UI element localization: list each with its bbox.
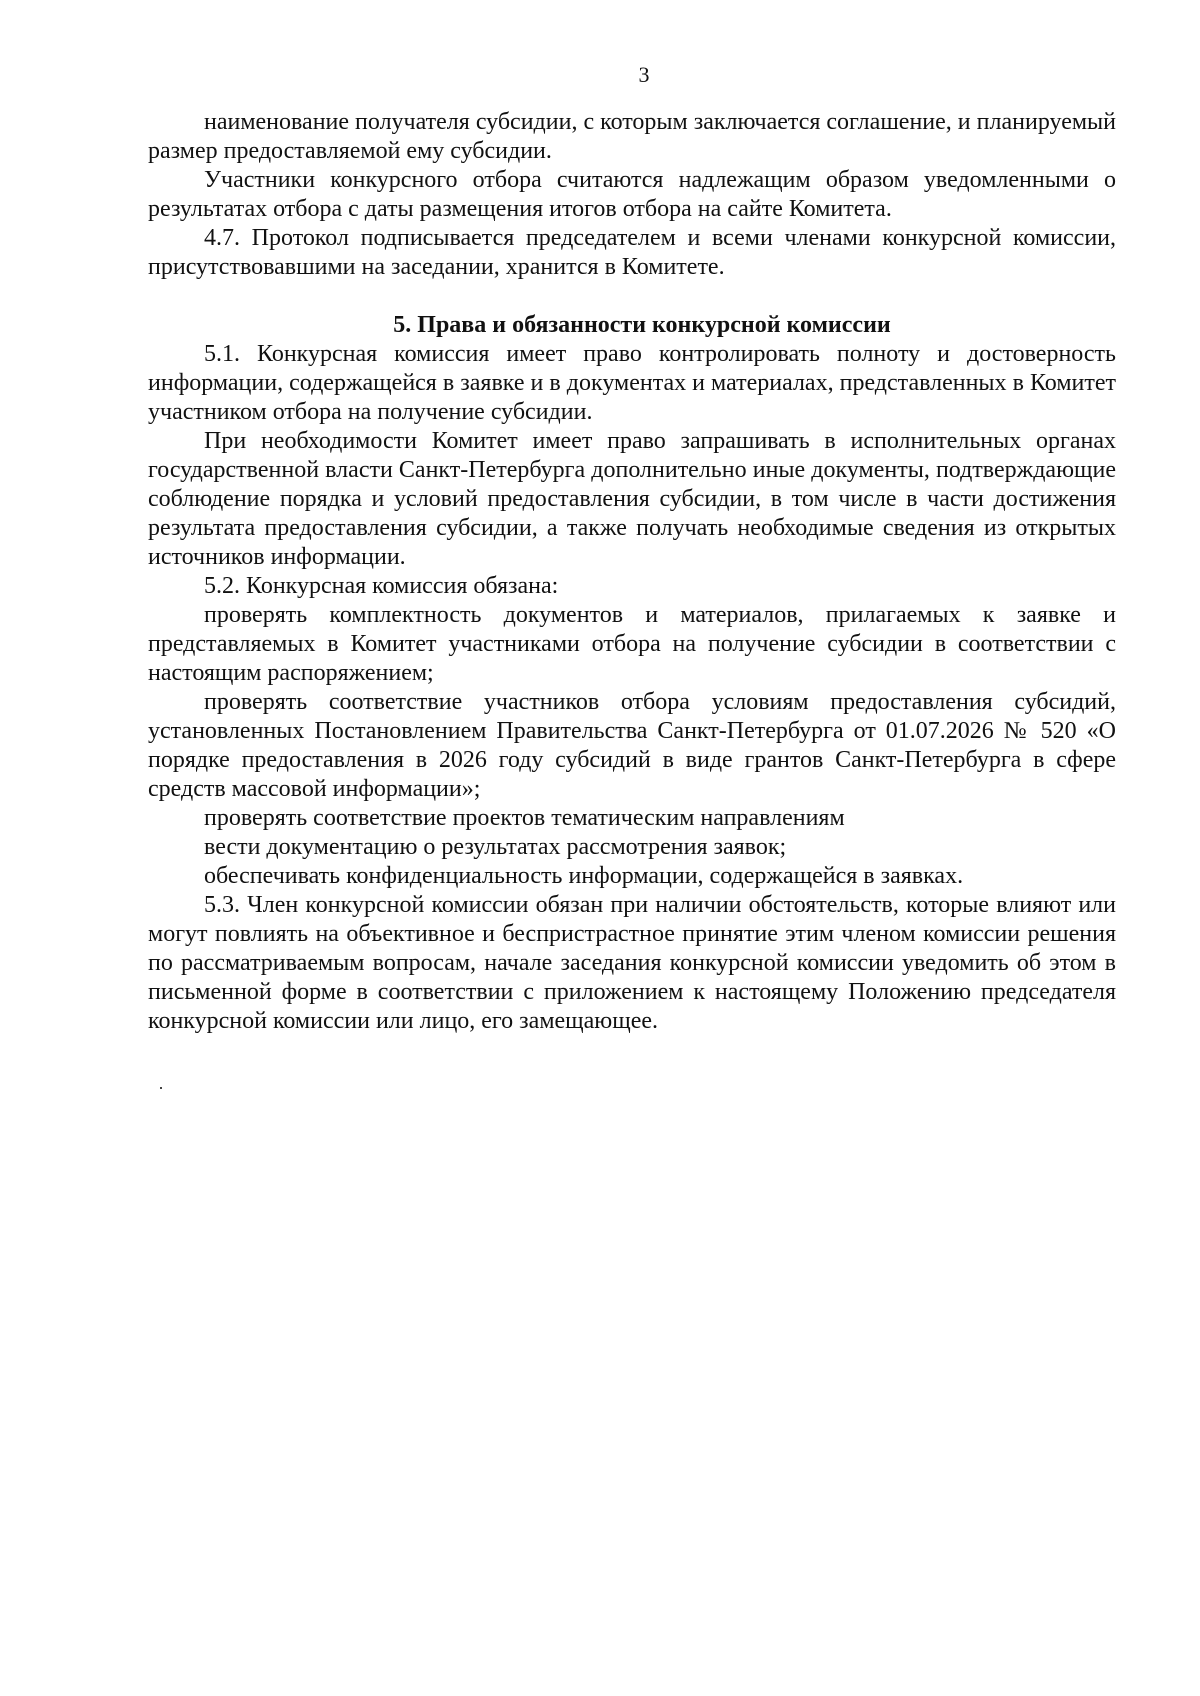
scan-speck (160, 1087, 162, 1089)
page-number: 3 (638, 62, 650, 87)
paragraph-recipient-name: наименование получателя субсидии, с которым заключается соглашение, и планируемый размер предоставляемой ему субсидии. (148, 109, 1116, 164)
paragraph-documentation: вести документацию о результатах рассмотрения заявок; (204, 834, 787, 860)
paragraph-check-topics: проверять соответствие проектов тематическим направлениям (204, 805, 845, 831)
paragraph-5-3: 5.3. Член конкурсной комиссии обязан при наличии обстоятельств, которые влияют или могут повлиять на объективное и беспристрастное принятие этим членом комиссии решения по рассматриваемым вопросам, начале заседания конкурсной комиссии уведомить об этом в письменной форме в соответствии с приложением к настоящему Положению председателя конкурсной комиссии или лицо, его замещающее. (148, 892, 1116, 1034)
document-page (148, 62, 1116, 1036)
paragraph-check-completeness: проверять комплектность документов и материалов, прилагаемых к заявке и представляемых в Комитет участниками отбора на получение субсидии в соответствии с настоящим распоряжением; (148, 602, 1116, 686)
paragraph-check-conditions: проверять соответствие участников отбора условиям предоставления субсидий, установленных Постановлением Правительства Санкт-Петербурга от 01.07.2026 № 520 «О порядке предоставления в 2026 году субсидий в виде грантов Санкт-Петербурга в сфере средств массовой информации»; (148, 689, 1116, 802)
paragraph-5-1: 5.1. Конкурсная комиссия имеет право контролировать полноту и достоверность информации, содержащейся в заявке и в документах и материалах, представленных в Комитет участником отбора на получение субсидии. (148, 341, 1116, 425)
paragraph-5-2: 5.2. Конкурсная комиссия обязана: (204, 573, 559, 599)
paragraph-confidentiality: обеспечивать конфиденциальность информации, содержащейся в заявках. (204, 863, 964, 889)
paragraph-participants-notified: Участники конкурсного отбора считаются надлежащим образом уведомленными о результатах отбора с даты размещения итогов отбора на сайте Комитета. (148, 167, 1116, 222)
section-heading: 5. Права и обязанности конкурсной комиссии (393, 312, 891, 338)
paragraph-4-7-protocol: 4.7. Протокол подписывается председателем и всеми членами конкурсной комиссии, присутствовавшими на заседании, хранится в Комитете. (148, 225, 1116, 280)
paragraph-request-documents: При необходимости Комитет имеет право запрашивать в исполнительных органах государственной власти Санкт-Петербурга дополнительно иные документы, подтверждающие соблюдение порядка и условий предоставления субсидии, в том числе в части достижения результата предоставления субсидии, а также получать необходимые сведения из открытых источников информации. (148, 428, 1116, 570)
